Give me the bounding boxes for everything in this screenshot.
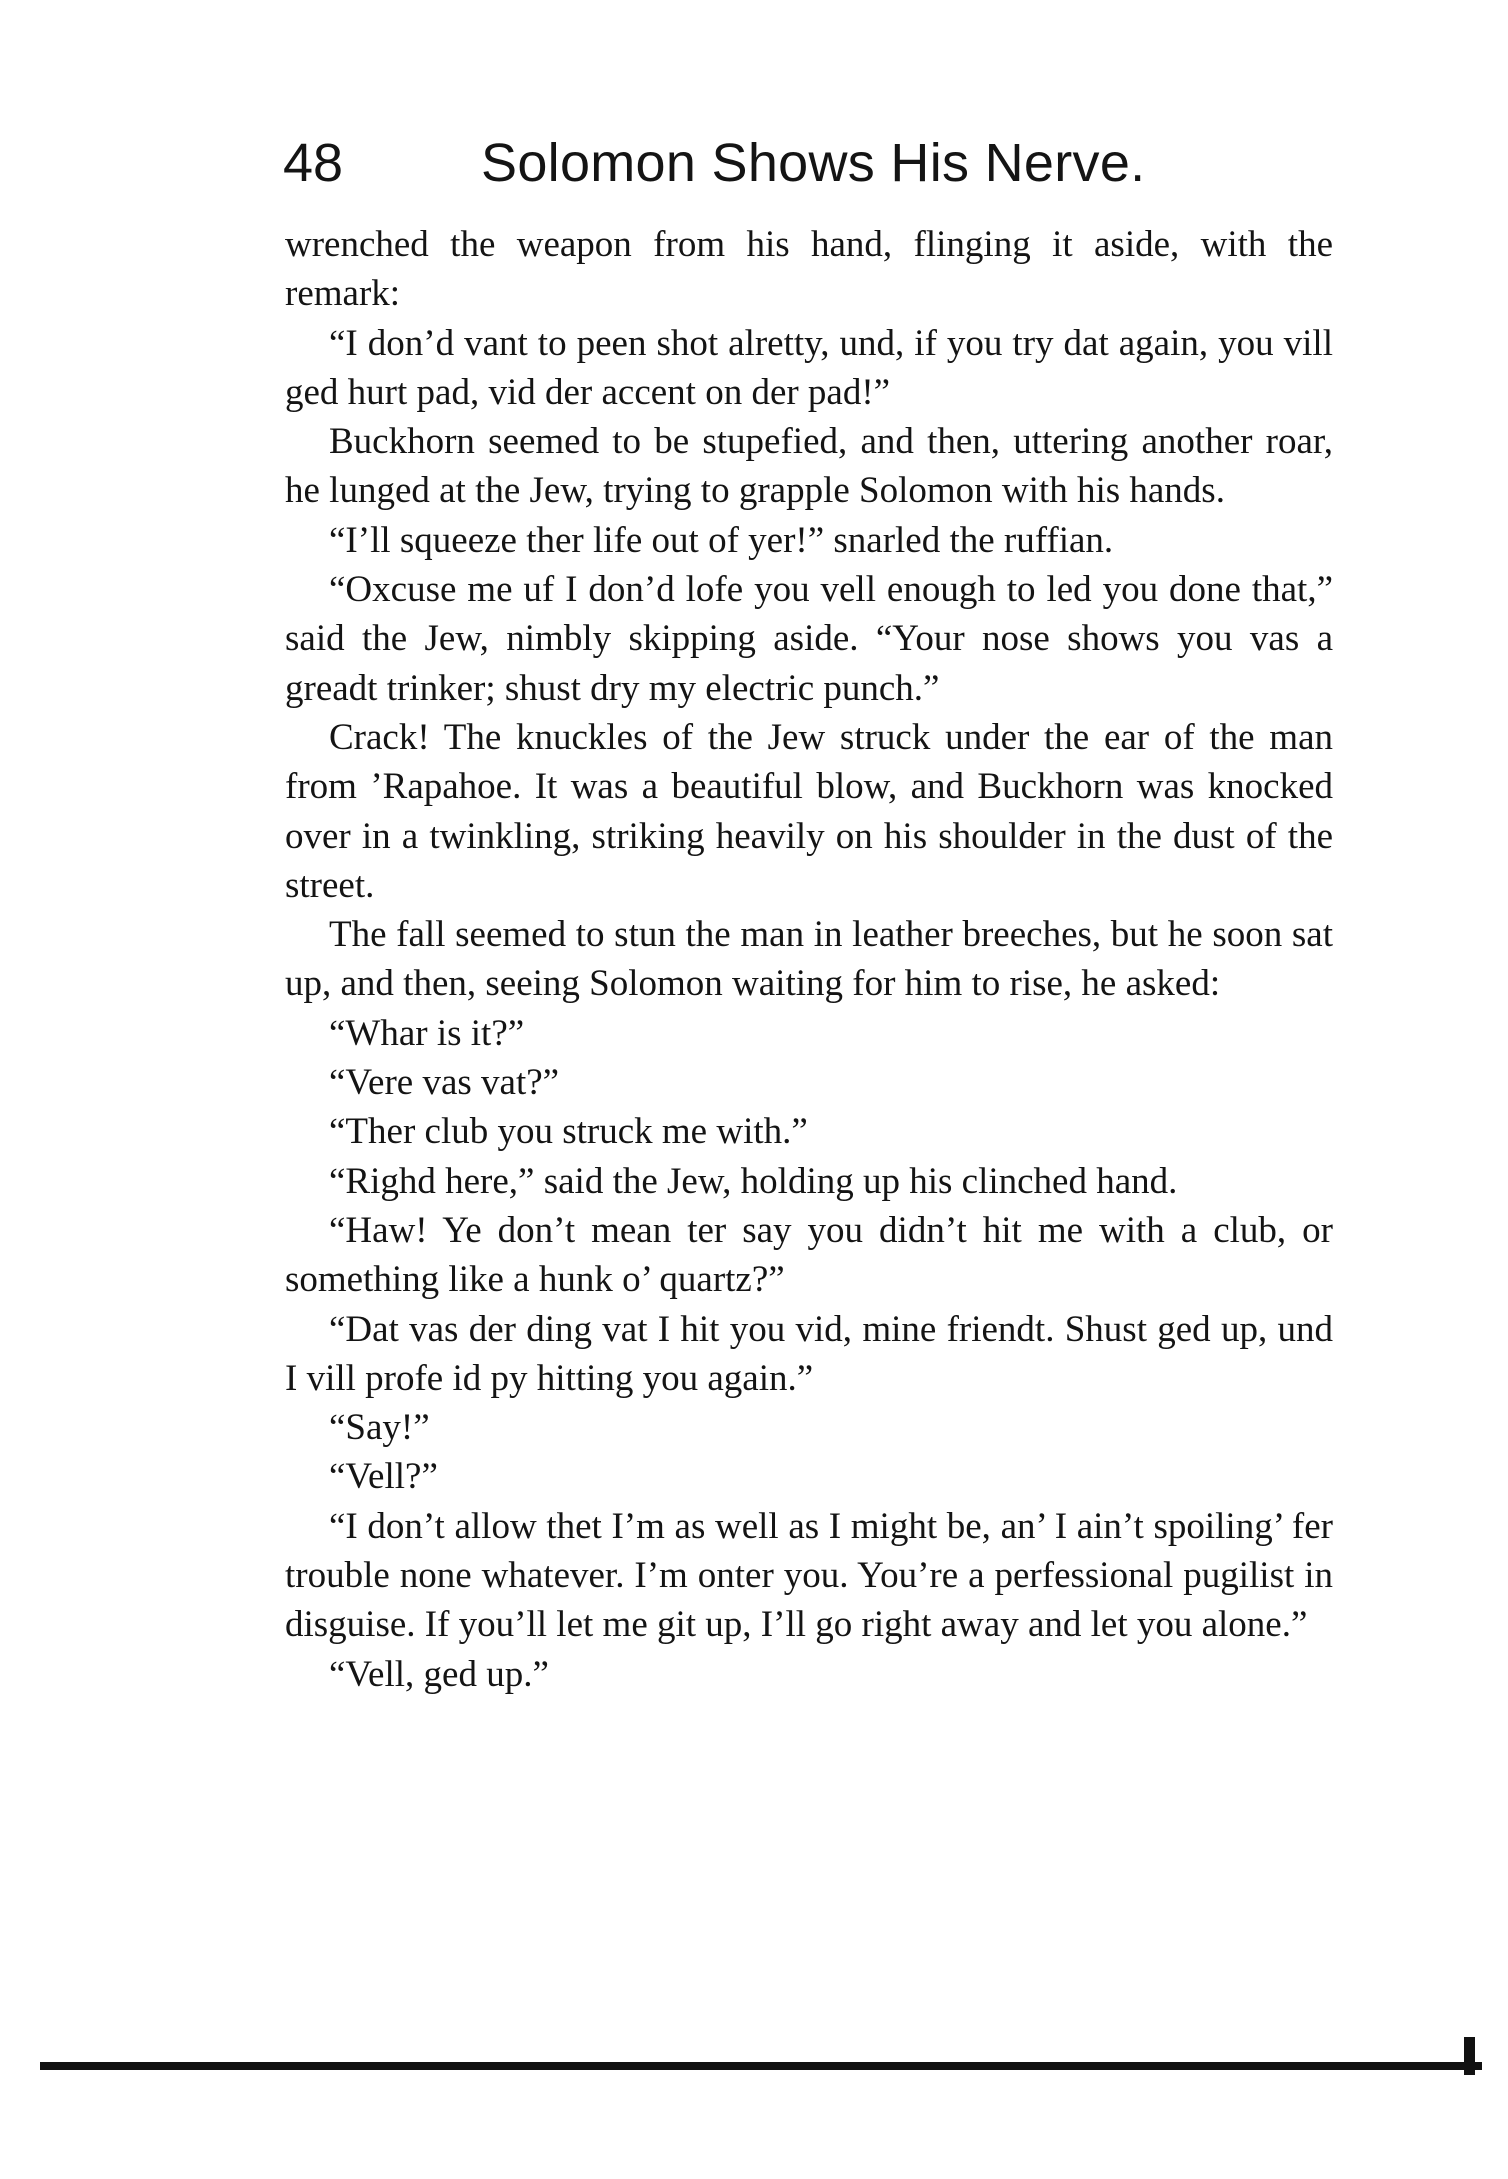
paragraph: Buckhorn seemed to be stupefied, and then, uttering another roar, he lunged at the Jew, trying to grapple Solomon with his hands. <box>285 421 1333 512</box>
paragraph: Crack! The knuckles of the Jew struck under the ear of the man from ’Rapahoe. It was a beautiful blow, and Buckhorn was knocked over in a twinkling, striking heavily on his shoulder in the dust of the street. <box>285 716 1333 906</box>
paragraph: “Vell?” <box>329 1456 438 1498</box>
paragraph: “I don’d vant to peen shot alretty, und, if you try dat again, you vill ged hurt pad, vid der accent on der pad!” <box>285 322 1333 413</box>
paragraph: “Whar is it?” <box>329 1012 525 1054</box>
paragraph: “Vere vas vat?” <box>329 1062 560 1104</box>
bottom-rule <box>40 2062 1482 2070</box>
paragraph: wrenched the weapon from his hand, flinging it aside, with the remark: <box>285 224 1333 315</box>
paragraph: “I don’t allow thet I’m as well as I might be, an’ I ain’t spoiling’ fer trouble none whatever. I’m onter you. You’re a perfessional pugilist in disguise. If you’ll let me git up, I’ll go right away and let you alone.” <box>285 1505 1333 1646</box>
paragraph: “Oxcuse me uf I don’d lofe you vell enough to led you done that,” said the Jew, nimbly skipping aside. “Your nose shows you vas a greadt trinker; shust dry my electric punch.” <box>285 569 1333 709</box>
paragraph: “I’ll squeeze ther life out of yer!” snarled the ruffian. <box>329 519 1114 561</box>
paragraph: “Dat vas der ding vat I hit you vid, mine friendt. Shust ged up, und I vill profe id py hitting you again.” <box>285 1308 1333 1399</box>
paragraph: “Ther club you struck me with.” <box>329 1111 808 1153</box>
paragraph: “Haw! Ye don’t mean ter say you didn’t hit me with a club, or something like a hunk o’ quartz?” <box>285 1209 1333 1301</box>
paragraph: “Say!” <box>329 1407 430 1449</box>
bottom-rule-end-mark <box>1464 2037 1475 2075</box>
paragraph: “Vell, ged up.” <box>329 1653 549 1695</box>
body-text <box>285 220 1333 1699</box>
paragraph: The fall seemed to stun the man in leather breeches, but he soon sat up, and then, seeing Solomon waiting for him to rise, he asked: <box>285 914 1333 1005</box>
paragraph: “Righd here,” said the Jew, holding up his clinched hand. <box>329 1160 1178 1202</box>
running-title: Solomon Shows His Nerve. <box>481 133 1146 193</box>
page-header <box>283 128 1333 208</box>
page-number: 48 <box>283 133 344 193</box>
